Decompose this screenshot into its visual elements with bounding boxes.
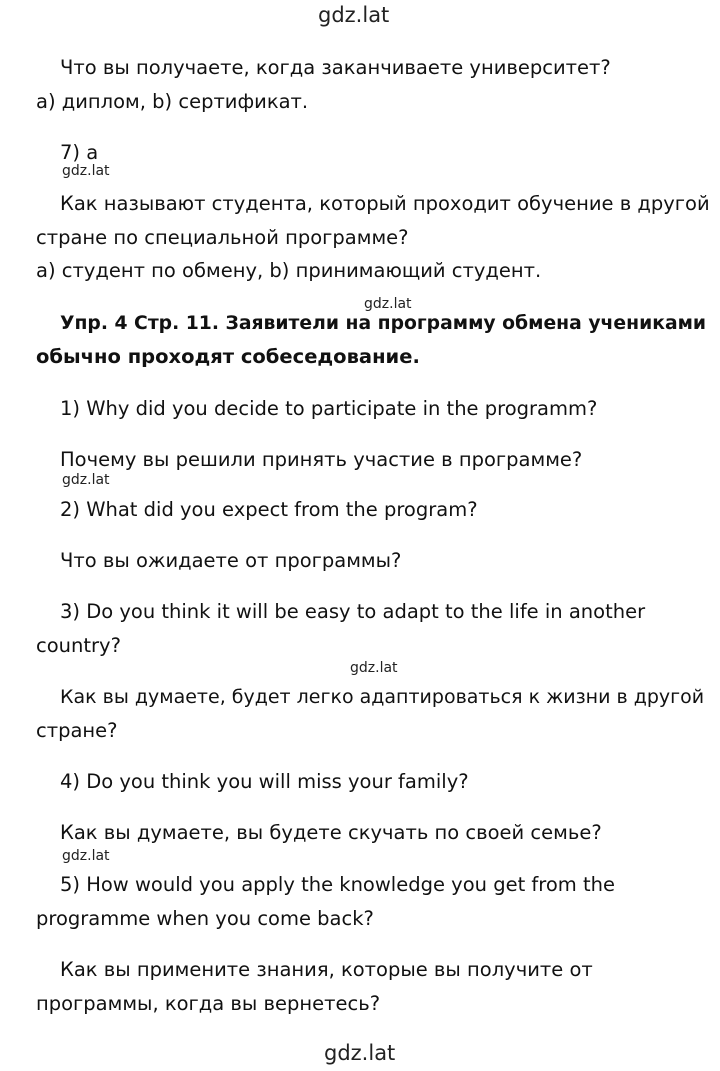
question-en: 5) How would you apply the knowledge you get from the: [60, 873, 615, 896]
watermark: gdz.lat: [350, 660, 398, 676]
question-ru: Что вы ожидаете от программы?: [60, 549, 402, 572]
question-ru: Как вы думаете, будет легко адаптироваться к жизни в другой: [60, 686, 705, 708]
question-en-cont: programme when you come back?: [36, 907, 374, 930]
watermark: gdz.lat: [364, 296, 412, 312]
question-ru: Как вы думаете, вы будете скучать по своей семье?: [60, 821, 602, 844]
question-en: 1) Why did you decide to participate in the programm?: [60, 397, 598, 420]
question-ru: Почему вы решили принять участие в программе?: [60, 448, 583, 471]
options-ru: а) студент по обмену, b) принимающий студент.: [36, 259, 542, 282]
watermark-bottom: gdz.lat: [324, 1041, 396, 1065]
question-ru-cont: стране?: [36, 719, 118, 742]
options-ru: а) диплом, b) сертификат.: [36, 90, 309, 113]
question-en-cont: country?: [36, 634, 121, 657]
question-ru: Что вы получаете, когда заканчиваете университет?: [60, 56, 611, 79]
answer-label: 7) а: [60, 141, 99, 164]
watermark: gdz.lat: [62, 472, 110, 488]
watermark: gdz.lat: [62, 163, 110, 179]
question-ru: Как вы примените знания, которые вы получите от: [60, 958, 593, 981]
question-en: 4) Do you think you will miss your family?: [60, 770, 469, 793]
watermark-top: gdz.lat: [318, 3, 390, 27]
question-ru-cont: стране по специальной программе?: [36, 226, 409, 249]
question-en: 3) Do you think it will be easy to adapt to the life in another: [60, 600, 646, 623]
question-en: 2) What did you expect from the program?: [60, 498, 478, 521]
exercise-heading: Упр. 4 Стр. 11. Заявители на программу обмена учениками: [60, 313, 707, 334]
question-ru-cont: программы, когда вы вернетесь?: [36, 992, 381, 1015]
question-ru: Как называют студента, который проходит обучение в другой: [60, 192, 710, 215]
watermark: gdz.lat: [62, 848, 110, 864]
exercise-heading-cont: обычно проходят собеседование.: [36, 345, 420, 368]
